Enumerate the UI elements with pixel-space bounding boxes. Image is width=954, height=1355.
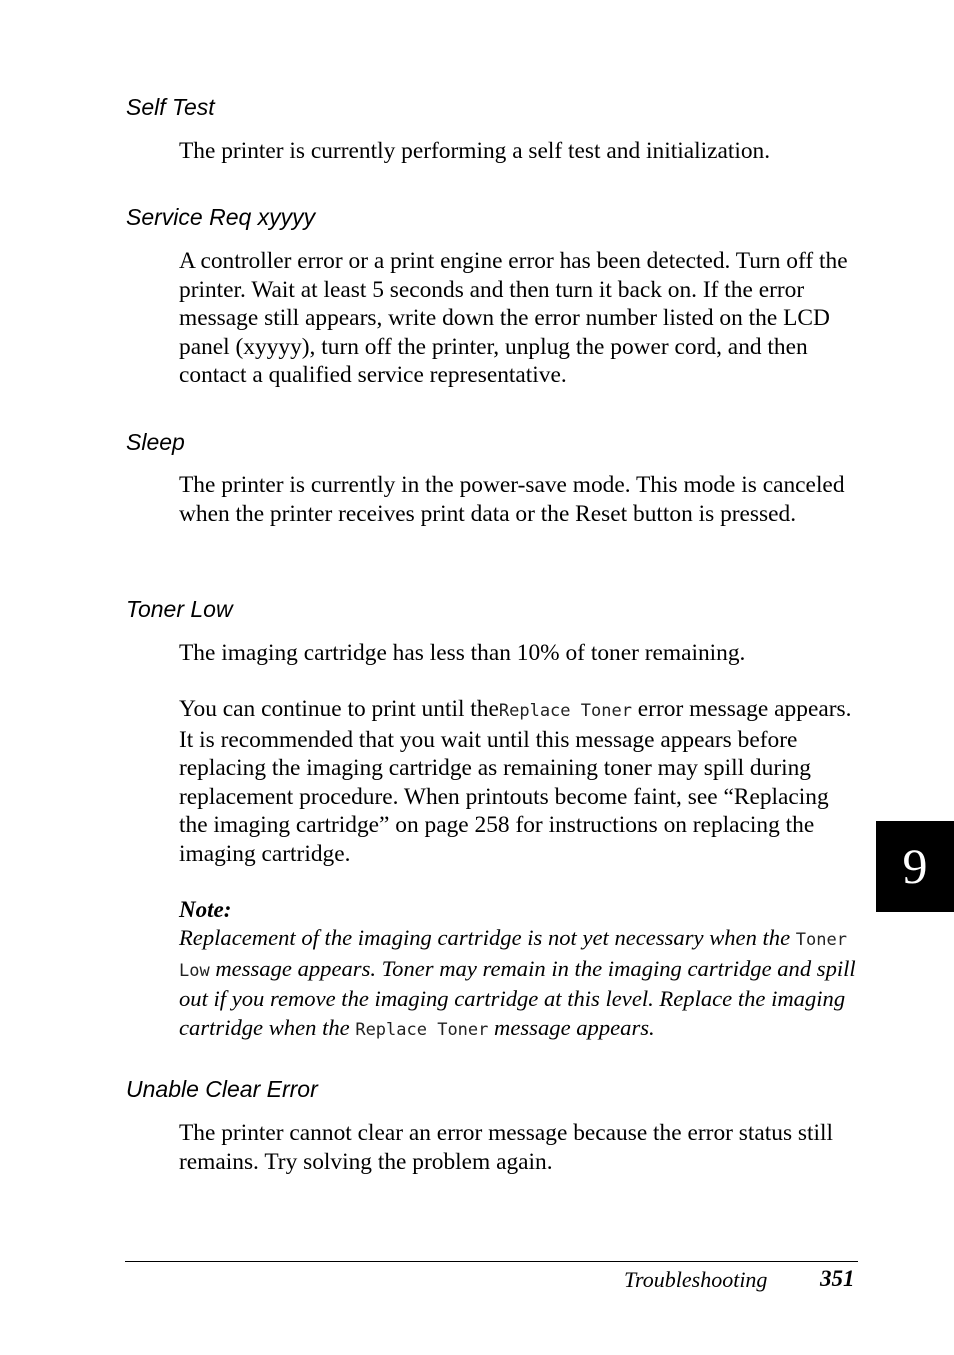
- heading-service-req: Service Req xyyyy: [126, 204, 316, 230]
- body-unable-clear-error: The printer cannot clear an error message because the error status still remains. Try solving the problem again.: [179, 1120, 834, 1175]
- page-number: 351: [820, 1266, 855, 1291]
- chapter-tab: 9: [876, 821, 954, 912]
- note-label: Note:: [179, 897, 232, 922]
- body-toner-low-1: The imaging cartridge has less than 10% of toner remaining.: [179, 640, 746, 666]
- text-segment: You can continue to print until the: [179, 696, 499, 722]
- footer-rule: [125, 1261, 858, 1262]
- lcd-message-replace-toner: Replace Toner: [355, 1019, 489, 1040]
- body-self-test: The printer is currently performing a self test and initialization.: [179, 138, 771, 164]
- heading-unable-clear-error: Unable Clear Error: [126, 1076, 318, 1102]
- heading-sleep: Sleep: [126, 429, 185, 455]
- lcd-message-toner-low: Toner Low: [179, 930, 847, 981]
- heading-self-test: Self Test: [126, 94, 215, 120]
- body-sleep: The printer is currently in the power-save mode. This mode is canceled when the printer receives print data or the Reset button is pressed.: [179, 472, 845, 527]
- lcd-message-replace-toner: Replace Toner: [498, 701, 632, 721]
- note-text: [179, 924, 859, 1044]
- note-segment: message appears. Toner may remain in the imaging cartridge and spill out if you remove the imaging cartridge at this level. Replace the imaging cartridge when the: [179, 955, 856, 1040]
- text-segment: error message appears. It is recommended that you wait until this message appears before replacing the imaging cartridge as remaining toner may spill during replacement procedure. When printouts become faint, see “Replacing the imaging cartridge” on page 258 for instructions on replacing the imaging cartridge.: [179, 696, 852, 867]
- body-toner-low-2: [179, 695, 857, 869]
- heading-toner-low: Toner Low: [126, 596, 233, 622]
- footer-section-title: Troubleshooting: [624, 1267, 768, 1292]
- note-segment: Replacement of the imaging cartridge is not yet necessary when the: [179, 925, 796, 950]
- note-segment: message appears.: [488, 1014, 655, 1040]
- body-service-req: A controller error or a print engine error has been detected. Turn off the printer. Wait at least 5 seconds and then turn it back on. If the error message still appears, write down the error number listed on the LCD panel (xyyyy), turn off the printer, unplug the power cord, and then contact a qualified service representative.: [179, 248, 848, 389]
